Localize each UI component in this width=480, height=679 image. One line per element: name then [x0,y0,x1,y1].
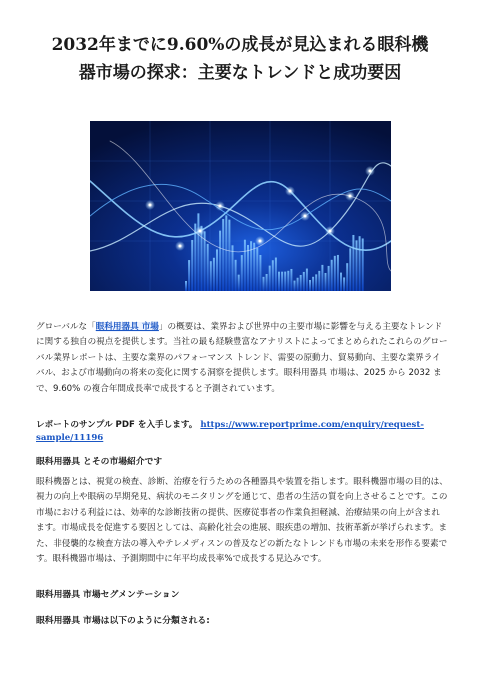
decorative-bar [340,273,342,291]
decorative-bar [343,277,345,291]
decorative-bar [216,249,218,291]
decorative-bar [359,236,361,291]
decorative-bar [197,213,199,291]
decorative-bar [188,260,190,291]
decorative-dot [329,230,332,233]
decorative-bar [266,274,268,291]
decorative-bar [346,263,348,291]
blue-financial-chart-image [90,121,391,291]
decorative-bar [303,272,305,291]
decorative-bar [331,260,333,291]
decorative-bar [259,255,261,291]
decorative-bar [272,260,274,291]
decorative-bar [337,255,339,291]
introduction-paragraph: 眼科機器とは、視覚の検査、診断、治療を行うための各種器具や装置を指します。眼科機器市場の目的は、視力の向上や眼病の早期発見、病状のモニタリングを通じて、患者の生活の質を向上させることです。この市場における利益には、効率的な診断技術の提供、医療従事者の作業負担軽減、治療結果の向上が含まれます。市場成長を促進する要因としては、高齢化社会の進展、眼疾患の増加、技術革新が挙げられます。また、非侵襲的な検査方法の導入やテレメディスンの普及などの新たなトレンドも市場の未来を形作る要素です。眼科機器市場は、予測期間中に年平均成長率%で成長する見込みです。 [36,477,448,565]
decorative-bar [191,240,193,291]
title-line-1: 2032年までに9.60%の成長が見込まれる眼科機 [51,35,429,55]
decorative-bar [247,245,249,291]
intro-body: 」の概要は、業界および世界中の主要市場に影響を与える主要なトレンドに関する独自の視点を提供します。当社の最も経験豊富なアナリストによってまとめられたこれらのグローバル業界レポートは、主要な業界のパフォーマンス トレンド、需要の原動力、貿易動向、主要な業界ライバル、および市場動向の将来の変化に関する洞察を提供します。眼科用器具 市場は、2025 から 2032 まで、9.60% の複合年間成長率で成長すると予測されています。 [36,322,448,394]
decorative-dot [199,230,202,233]
decorative-bar [269,266,271,291]
section-heading-segmentation: 眼科用器具 市場セグメンテーション [36,590,180,600]
decorative-bar [328,266,330,291]
title-line-2: 器市場の探求：主要なトレンドと成功要因 [78,63,402,83]
decorative-bar [294,281,296,291]
decorative-bar [263,277,265,291]
decorative-bar [222,219,224,291]
decorative-bar [312,277,314,291]
decorative-bar [225,215,227,291]
decorative-bar [275,258,277,291]
decorative-bar [315,274,317,291]
decorative-dot [289,190,292,193]
decorative-bar [238,275,240,291]
decorative-bar [278,272,280,291]
decorative-bar [228,220,230,291]
section-heading-classification: 眼科用器具 市場は以下のように分類される: [36,616,210,626]
sample-pdf-line [36,419,448,445]
decorative-bar [309,280,311,291]
decorative-bar [207,244,209,291]
decorative-bar [334,256,336,291]
sample-pdf-link[interactable]: https://www.reportprime.com/enquiry/request-sample/11196 [36,420,424,443]
decorative-bar [287,271,289,291]
decorative-bar [213,258,215,291]
market-keyword-link[interactable]: 眼科用器具 市場 [95,322,159,332]
sample-label: レポートのサンプル PDF を入手します。 [36,420,198,430]
decorative-bar [349,248,351,291]
decorative-bar [352,235,354,291]
decorative-bar [241,255,243,291]
decorative-bar [185,281,187,291]
decorative-bar [356,240,358,291]
decorative-bar [232,245,234,291]
decorative-dot [349,195,352,198]
section-heading-introduction: 眼科用器具 とその市場紹介です [36,457,163,467]
decorative-bar [318,271,320,291]
decorative-bar [210,261,212,291]
decorative-dot [259,240,262,243]
intro-paragraph [36,320,448,397]
intro-prefix: グローバルな「 [36,322,96,332]
decorative-dot [369,170,372,173]
decorative-bar [300,275,302,291]
decorative-bar [256,248,258,291]
decorative-dot [179,245,182,248]
decorative-bar [290,269,292,291]
decorative-bar [284,272,286,291]
decorative-bar [362,238,364,291]
decorative-dot [149,204,152,207]
decorative-bar [235,260,237,291]
decorative-bar [219,231,221,291]
hero-chart-image [90,121,391,291]
decorative-bar [244,240,246,291]
decorative-dot [304,215,307,218]
decorative-bar [321,265,323,291]
decorative-bar [306,269,308,291]
page-title [20,31,460,87]
decorative-bar [297,278,299,291]
decorative-bar [250,241,252,291]
decorative-dot [219,205,222,208]
decorative-bar [325,273,327,291]
decorative-bar [281,272,283,291]
decorative-bar [253,243,255,291]
